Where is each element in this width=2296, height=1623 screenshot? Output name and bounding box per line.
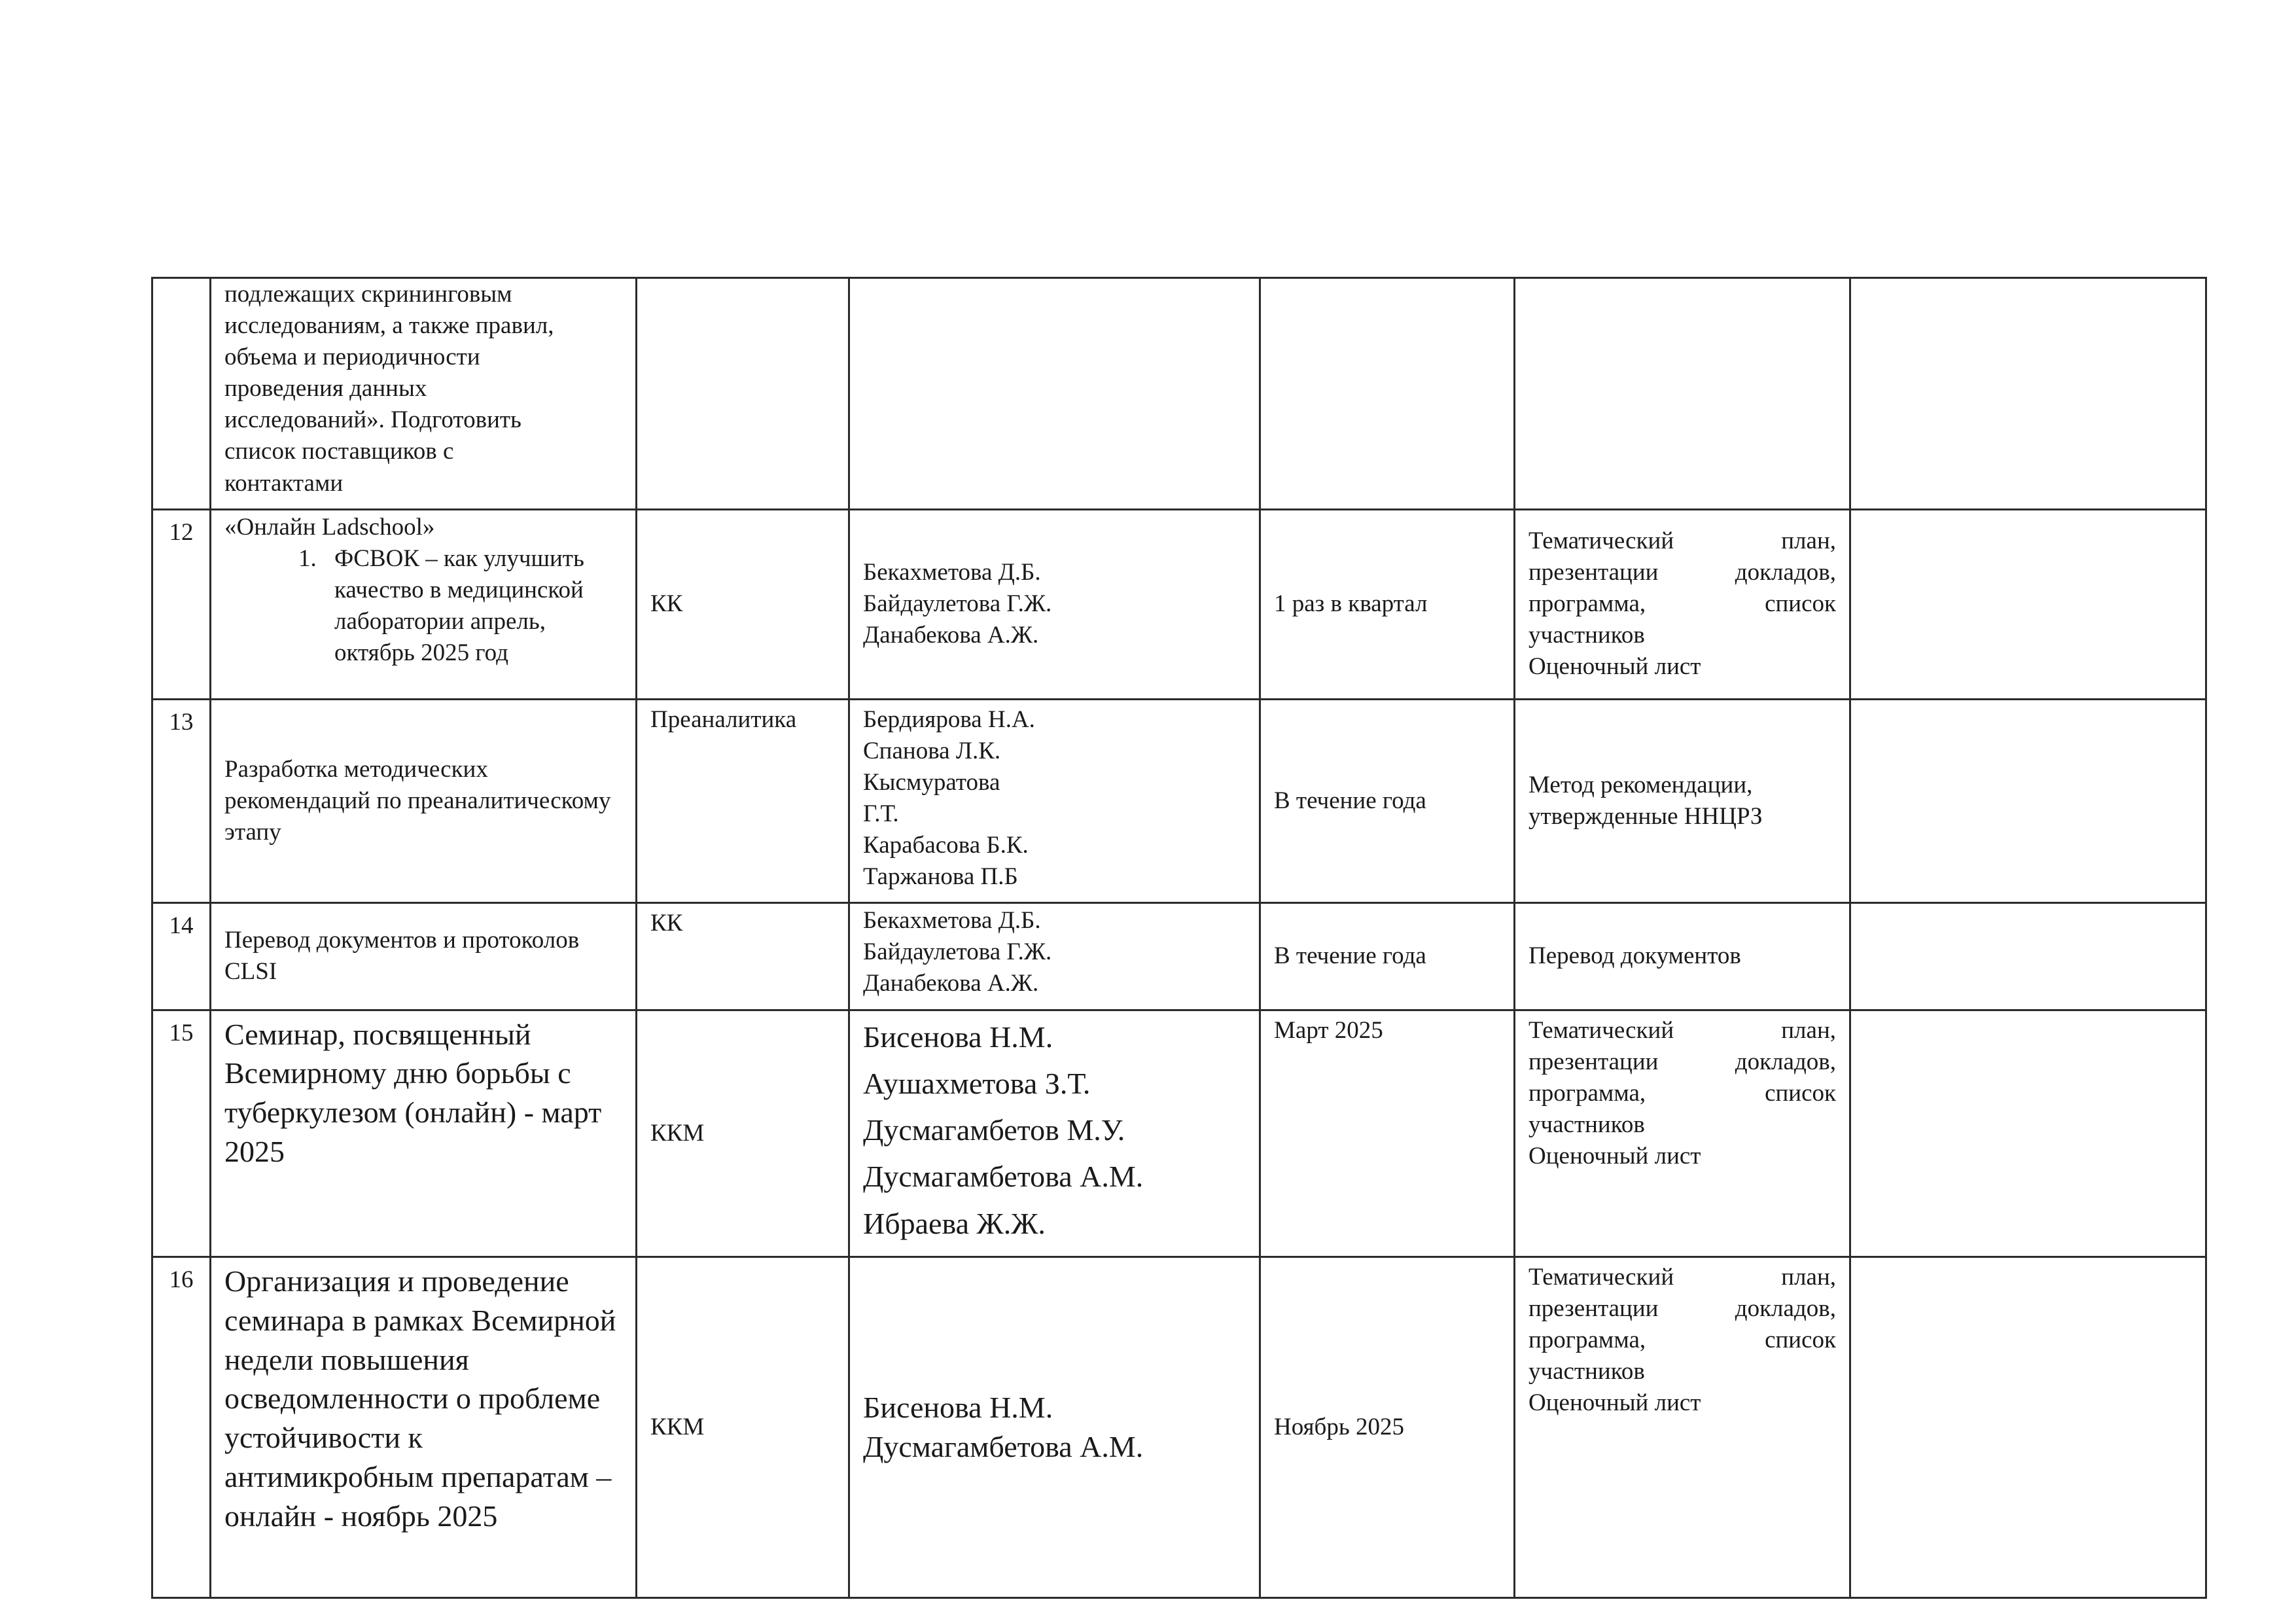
result-text: Метод рекомендации, утвержденные ННЦРЗ [1528,771,1763,830]
event-cell: Организация и проведение семинара в рамках Всемирной недели повышения осведомленности о проблеме устойчивости к антимикробным препаратам – онлайн - ноябрь 2025 [211,1257,637,1597]
event-cell [211,509,637,699]
responsible-person: Кысмуратова [863,768,1000,796]
event-title: «Онлайн Ladschool» [224,513,435,541]
event-cell: Семинар, посвященный Всемирному дню борьбы с туберкулезом (онлайн) - март 2025 [211,1010,637,1257]
note-cell [1850,278,2206,510]
responsible-cell [849,1010,1260,1257]
event-line: исследований». Подготовить [224,406,521,434]
result-text: Оценочный лист [1528,1142,1701,1169]
deadline-cell [1260,278,1515,510]
event-items-list [224,543,622,669]
responsible-person: Бисенова Н.М. [863,1020,1053,1054]
deadline-cell: В течение года [1260,903,1515,1010]
deadline-cell: Ноябрь 2025 [1260,1257,1515,1597]
note-cell [1850,699,2206,903]
direction-cell [637,278,849,510]
direction-cell: ККМ [637,1010,849,1257]
responsible-person: Данабекова А.Ж. [863,970,1039,997]
direction-cell: Преаналитика [637,699,849,903]
table-row [152,1257,2206,1597]
event-line: подлежащих скрининговым [224,281,512,308]
direction-cell: КК [637,903,849,1010]
result-text: Тематический план, презентации докладов, программа, список участников [1528,1263,1836,1385]
result-cell [1515,509,1850,699]
result-cell [1515,1010,1850,1257]
event-line: проведения данных [224,375,427,402]
row-number: 15 [152,1010,211,1257]
row-number: 14 [152,903,211,1010]
responsible-person: Дусмагамбетова А.М. [863,1160,1144,1194]
responsible-person: Ибраева Ж.Ж. [863,1206,1046,1240]
responsible-cell [849,903,1260,1010]
table-row [152,903,2206,1010]
table-row [152,509,2206,699]
result-cell [1515,1257,1850,1597]
table-row [152,699,2206,903]
responsible-person: Бисенова Н.М. [863,1391,1053,1425]
table-row [152,278,2206,510]
result-text: Перевод документов [1528,942,1741,970]
responsible-person: Аушахметова З.Т. [863,1066,1091,1100]
result-text: Оценочный лист [1528,653,1701,681]
row-number: 13 [152,699,211,903]
result-text: Оценочный лист [1528,1389,1701,1417]
responsible-person: Дусмагамбетова А.М. [863,1429,1144,1463]
responsible-person: Спанова Л.К. [863,737,1001,764]
event-cell: Разработка методических рекомендаций по преаналитическому этапу [211,699,637,903]
event-line: объема и периодичности [224,344,480,371]
result-cell [1515,903,1850,1010]
responsible-cell [849,509,1260,699]
plan-table [151,277,2207,1599]
result-cell [1515,699,1850,903]
note-cell [1850,509,2206,699]
responsible-person: Данабекова А.Ж. [863,622,1039,649]
note-cell [1850,1010,2206,1257]
responsible-person: Бекахметова Д.Б. [863,907,1041,935]
deadline-cell: Март 2025 [1260,1010,1515,1257]
deadline-cell: 1 раз в квартал [1260,509,1515,699]
event-line: исследованиям, а также правил, [224,312,554,340]
responsible-person: Байдаулетова Г.Ж. [863,590,1052,618]
row-number [152,278,211,510]
direction-cell: КК [637,509,849,699]
responsible-person: Байдаулетова Г.Ж. [863,938,1052,966]
plan-table-wrapper [151,277,2205,1599]
event-cell: Перевод документов и протоколов CLSI [211,903,637,1010]
result-text: Тематический план, презентации докладов, программа, список участников [1528,1016,1836,1138]
responsible-cell [849,1257,1260,1597]
responsible-person: Таржанова П.Б [863,863,1018,891]
event-line: контактами [224,469,344,497]
note-cell [1850,903,2206,1010]
event-cell [211,278,637,510]
row-number: 12 [152,509,211,699]
note-cell [1850,1257,2206,1597]
event-item: 1. ФСВОК – как улучшить качество в медицинской лаборатории апрель, октябрь 2025 год [323,543,622,669]
responsible-person: Карабасова Б.К. [863,832,1029,859]
result-text: Тематический план, презентации докладов, программа, список участников [1528,527,1836,649]
deadline-cell: В течение года [1260,699,1515,903]
table-row [152,1010,2206,1257]
responsible-person: Бекахметова Д.Б. [863,559,1041,586]
responsible-cell [849,699,1260,903]
responsible-person: Дусмагамбетов М.У. [863,1113,1125,1147]
direction-cell: ККМ [637,1257,849,1597]
responsible-person: Бердиярова Н.А. [863,705,1035,733]
result-cell [1515,278,1850,510]
responsible-person: Г.Т. [863,800,899,827]
row-number: 16 [152,1257,211,1597]
event-line: список поставщиков с [224,438,454,465]
responsible-cell [849,278,1260,510]
